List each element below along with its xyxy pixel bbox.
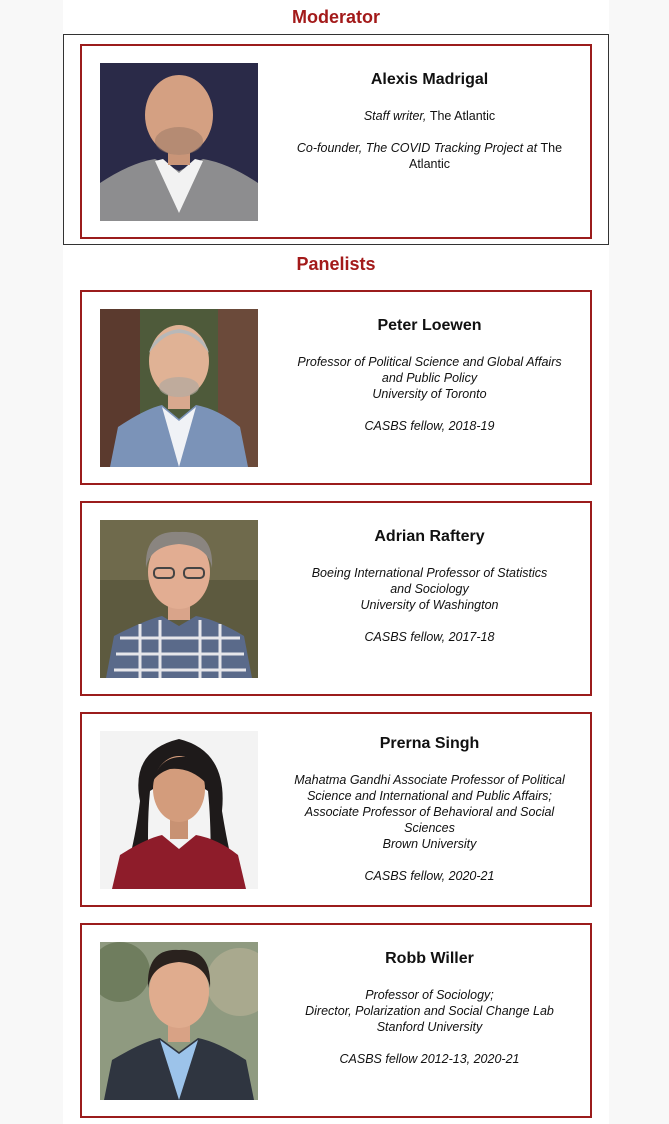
panelist-affiliation: University of Toronto (372, 387, 487, 401)
moderator-box (63, 34, 609, 245)
panelist-fellowship: CASBS fellow, 2020-21 (364, 869, 495, 883)
panelist-info (282, 523, 577, 645)
panelist-info (282, 312, 577, 434)
moderator-info (282, 66, 577, 172)
panelist-title-line: Professor of Sociology; (365, 988, 494, 1002)
panelist-name: Peter Loewen (377, 317, 482, 334)
panelist-title-line: and Public Policy (381, 371, 478, 385)
panelist-name: Robb Willer (385, 950, 474, 967)
panelist-card (80, 923, 592, 1118)
panelist-fellowship: CASBS fellow 2012-13, 2020-21 (339, 1052, 520, 1066)
panelist-fellowship: CASBS fellow, 2017-18 (364, 630, 495, 644)
panelist-fellowship: CASBS fellow, 2018-19 (364, 419, 495, 433)
panelist-card (80, 501, 592, 696)
panelist-info (282, 730, 577, 884)
panelists-heading: Panelists (296, 254, 376, 274)
panelist-photo (100, 520, 258, 678)
panelist-name: Prerna Singh (379, 735, 480, 752)
panelist-title-line: and Sociology (390, 582, 469, 596)
panelist-name: Adrian Raftery (374, 528, 485, 545)
panelist-title-line: Science and International and Public Affairs; (307, 789, 552, 803)
panelist-info (282, 945, 577, 1067)
panelist-title-line: Director, Polarization and Social Change Lab (305, 1004, 554, 1018)
moderator-name: Alexis Madrigal (370, 71, 489, 88)
panelist-photo (100, 731, 258, 889)
panelist-affiliation: Brown University (382, 837, 477, 851)
moderator-card (80, 44, 592, 239)
panelist-title-line: Boeing International Professor of Statistics (311, 566, 548, 580)
moderator-heading: Moderator (291, 7, 380, 27)
panelist-affiliation: Stanford University (376, 1020, 483, 1034)
panelist-photo (100, 309, 258, 467)
panelist-card (80, 290, 592, 485)
panelist-title-line: Mahatma Gandhi Associate Professor of Political (294, 773, 565, 787)
panelist-title-line: Professor of Political Science and Global Affairs (297, 355, 562, 369)
panelist-title-line: Sciences (404, 821, 455, 835)
moderator-role-cofounder: Co-founder, The COVID Tracking Project at The Atlantic (296, 141, 563, 171)
page (63, 0, 609, 1124)
panelist-title-line: Associate Professor of Behavioral and Social (304, 805, 555, 819)
moderator-photo (100, 63, 258, 221)
moderator-role-staff: Staff writer, The Atlantic (363, 109, 496, 123)
panelist-affiliation: University of Washington (360, 598, 499, 612)
panelist-card (80, 712, 592, 907)
panelist-photo (100, 942, 258, 1100)
